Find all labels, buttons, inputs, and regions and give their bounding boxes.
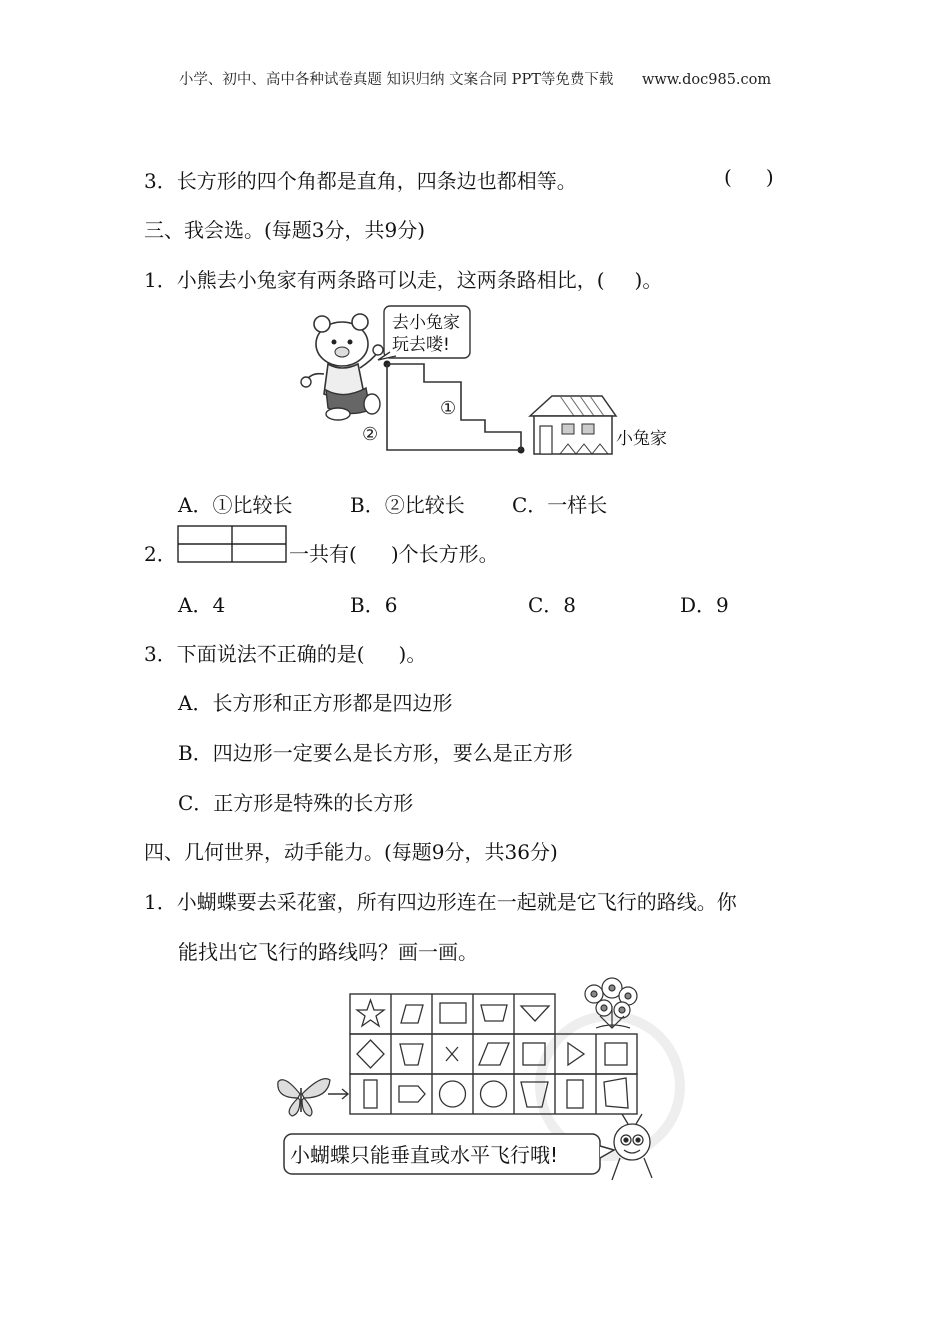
question-text: 1．小熊去小兔家有两条路可以走，这两条路相比，(: [144, 268, 605, 292]
path-1-label: ①: [440, 398, 457, 419]
speech-bubble: [378, 306, 470, 360]
question-choice-1: 1．小熊去小兔家有两条路可以走，这两条路相比，( )。: [144, 268, 663, 292]
trapezoid-icon: [481, 1005, 507, 1021]
shape-grid: [350, 994, 637, 1114]
cross-icon: [446, 1047, 458, 1061]
triangle-right-icon: [568, 1043, 584, 1065]
header-text: 小学、初中、高中各种试卷真题 知识归纳 文案合同 PPT等免费下载: [178, 72, 614, 88]
path-2-label: ②: [362, 424, 379, 445]
circle-icon: [481, 1081, 507, 1107]
answer-bracket[interactable]: ( ): [724, 165, 774, 189]
speech-text: 小蝴蝶只能垂直或水平飞行哦!: [290, 1143, 559, 1167]
option-b[interactable]: B．6: [350, 593, 398, 617]
option-a[interactable]: A．长方形和正方形都是四边形: [178, 691, 453, 715]
option-b[interactable]: B．②比较长: [350, 493, 465, 517]
option-a[interactable]: A．4: [178, 593, 226, 617]
header-site: www.doc985.com: [641, 72, 772, 88]
parallelogram-icon: [479, 1043, 509, 1065]
square-icon: [605, 1043, 627, 1065]
option-c[interactable]: C．8: [528, 593, 577, 617]
question-number: 2．: [144, 542, 177, 566]
quad-irregular-icon: [604, 1078, 628, 1108]
butterfly-icon: [278, 1079, 330, 1116]
rectangle-tall-icon: [364, 1080, 377, 1108]
question-choice-2: [144, 538, 177, 567]
page-header: [0, 68, 950, 89]
path-illustration: [298, 302, 667, 470]
triangle-down-icon: [521, 1006, 549, 1021]
option-a[interactable]: A．①比较长: [178, 493, 293, 517]
question-draw-1-cont: 能找出它飞行的路线吗？画一画。: [178, 940, 478, 964]
rectangle-figure: [177, 525, 289, 565]
house-label: 小兔家: [616, 429, 667, 449]
parallelogram-icon: [401, 1005, 423, 1023]
bubble-line-1: 去小兔家: [392, 313, 460, 333]
star-icon: [357, 1000, 384, 1026]
question-judge-3: [144, 165, 577, 194]
question-text-2: 一共有( )个长方形。: [289, 542, 499, 566]
speech-bubble: [284, 1134, 614, 1174]
option-c[interactable]: C．正方形是特殊的长方形: [178, 791, 414, 815]
trapezoid-inv-icon: [400, 1044, 423, 1065]
section-title-3: 三、我会选。(每题3分，共9分): [144, 218, 426, 242]
question-choice-3: 3．下面说法不正确的是( )。: [144, 642, 427, 666]
house-icon: [530, 396, 616, 454]
section-title-4: 四、几何世界，动手能力。(每题9分，共36分): [144, 840, 558, 864]
pentagon-arrow-icon: [399, 1086, 425, 1102]
rectangle-tall-icon: [567, 1080, 583, 1108]
diamond-icon: [357, 1040, 384, 1068]
butterfly-grid-illustration: [270, 966, 690, 1196]
arrow-icon: [328, 1089, 348, 1099]
bear-icon: [301, 314, 383, 420]
option-c[interactable]: C．一样长: [512, 493, 608, 517]
option-b[interactable]: B．四边形一定要么是长方形，要么是正方形: [178, 741, 573, 765]
circle-icon: [440, 1081, 466, 1107]
option-d[interactable]: D．9: [680, 593, 729, 617]
mascot-icon: [612, 1114, 652, 1180]
question-draw-1: 1．小蝴蝶要去采花蜜，所有四边形连在一起就是它飞行的路线。你: [144, 890, 737, 914]
question-text: 3．长方形的四个角都是直角，四条边也都相等。: [144, 169, 577, 193]
bubble-line-2: 玩去喽!: [392, 335, 450, 355]
rectangle-icon: [440, 1003, 466, 1023]
